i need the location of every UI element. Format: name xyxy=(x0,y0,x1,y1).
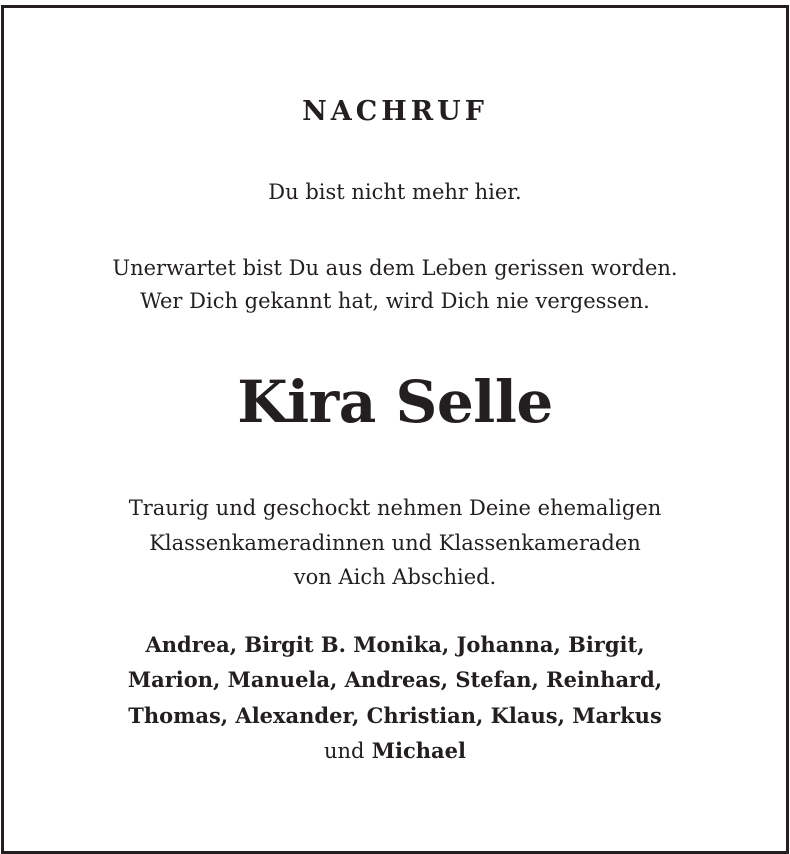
notice-heading: NACHRUF xyxy=(302,96,488,127)
signatories-line-1: Andrea, Birgit B. Monika, Johanna, Birgit, xyxy=(145,632,645,657)
message-line-3: von Aich Abschied. xyxy=(293,565,497,589)
signatories-line-3: Thomas, Alexander, Christian, Klaus, Markus xyxy=(128,703,662,728)
message-line-1: Traurig und geschockt nehmen Deine ehemaligen xyxy=(128,496,662,520)
deceased-name: Kira Selle xyxy=(237,368,553,436)
verse-line-2: Wer Dich gekannt hat, wird Dich nie vergessen. xyxy=(140,289,650,313)
signatories-line-2: Marion, Manuela, Andreas, Stefan, Reinhard, xyxy=(127,667,663,692)
connector-word: und xyxy=(323,739,365,763)
last-signatory: Michael xyxy=(371,738,467,763)
obituary-frame xyxy=(1,5,789,854)
signatories-line-4 xyxy=(4,738,786,763)
message-line-2: Klassenkameradinnen und Klassenkameraden xyxy=(149,531,641,555)
quote-line: Du bist nicht mehr hier. xyxy=(268,180,522,204)
verse-line-1: Unerwartet bist Du aus dem Leben gerissen worden. xyxy=(112,256,678,280)
